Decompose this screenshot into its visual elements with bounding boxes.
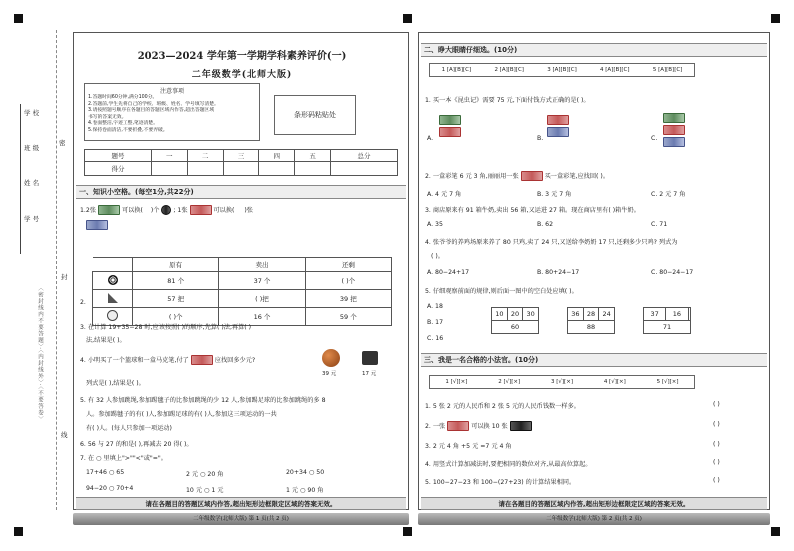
answer-box-section-3 [429, 375, 695, 389]
table-header: 还剩 [305, 258, 391, 272]
exam-subtitle: 二年级数学(北师大版) [191, 70, 293, 80]
exam-title: 2023—2024 学年第一学期学科素养评价(一) [137, 51, 347, 62]
notice-title: 注意事项 [159, 88, 184, 95]
seal-char-xian: 线 [61, 431, 68, 439]
score-cell[interactable] [187, 162, 223, 176]
table-corner [93, 258, 133, 272]
banknote-icon [98, 205, 120, 215]
registration-mark [14, 527, 23, 536]
compare-item: 94−20 ○ 70+4 [86, 485, 134, 492]
table-cell: 81 个 [133, 272, 219, 290]
table-cell: ( )把 [219, 290, 305, 308]
triangle-ruler-icon [93, 290, 133, 308]
binding-strip [6, 30, 72, 510]
question-1-3-line1: 3. 在计算 19+35−28 时,应该按照( )的顺序,先算( )法,再算( ) [80, 324, 252, 331]
compare-item: 1 元 ○ 90 角 [286, 487, 324, 494]
section-1-heading: 一、知识小空格。(每空1分,共22分) [76, 185, 406, 199]
question-2-2: 2. 一盒彩笔 6 元 3 角,丽丽用一张 买一盒彩笔,应找回( )。 [425, 173, 610, 180]
option-a: A. 4 元 7 角 [427, 191, 462, 198]
score-table [84, 149, 398, 176]
blank-cell[interactable] [688, 308, 690, 321]
question-1-5-line3: 有( )人。(每人只参加一项运动) [86, 425, 172, 432]
section-3-heading: 三、我是一名合格的小法官。(10分) [421, 353, 767, 367]
option-b: B. 3 元 7 角 [537, 191, 572, 198]
score-cell[interactable] [151, 162, 187, 176]
answer-option[interactable]: 4 [√][×] [603, 379, 626, 385]
question-1-4-answer: 列式是( ),结果是( )。 [86, 380, 145, 387]
option-b: B. 17 [427, 319, 444, 326]
notice-line: 2.答题前,学生先将自己的学校、班级、姓名、学号填写清楚。 [88, 101, 219, 107]
judge-2: 2. 一张 可以换 10 张 [425, 421, 532, 431]
notice-line: 4.卷面整洁,字迹工整,笔迹清楚。 [88, 121, 158, 126]
judge-2-answer[interactable]: ( ) [713, 421, 720, 428]
basketball-icon [322, 349, 340, 367]
answer-option[interactable]: 1 [A][B][C] [441, 67, 472, 73]
answer-option[interactable]: 3 [√][×] [551, 379, 573, 385]
compare-item: 20+34 ○ 50 [286, 469, 325, 476]
section-2-heading: 二、睁大眼睛仔细选。(10分) [421, 43, 767, 57]
registration-mark [771, 527, 780, 536]
table-header: 原有 [133, 258, 219, 272]
answer-option[interactable]: 2 [A][B][C] [494, 67, 524, 73]
barcode-label: 条形码粘贴处 [294, 111, 336, 119]
table-cell: 37 个 [219, 272, 305, 290]
barcode-area [274, 95, 356, 135]
score-header: 二 [187, 150, 223, 162]
table-cell: 39 把 [305, 290, 391, 308]
question-1-5-line2: 人。参加踢毽子的有( )人,参加踢足球的有( )人,参加这三项运动的一共 [86, 411, 277, 418]
score-header: 三 [223, 150, 259, 162]
score-header: 题号 [85, 150, 152, 162]
field-student-id: 学 号 [24, 215, 40, 223]
page-footer: 二年级数学(北师大版) 第 2 页(共 2 页) [418, 513, 770, 525]
option-a: A. 35 [427, 221, 443, 228]
basketball-price: 39 元 [322, 371, 337, 377]
judge-3: 3. 2 元 4 角 +5 元 =7 元 4 角 [425, 443, 512, 450]
binding-divider [20, 104, 21, 254]
judge-5-answer[interactable]: ( ) [713, 477, 720, 484]
compare-item: 10 元 ○ 1 元 [186, 487, 224, 494]
banknote-group-a [439, 115, 461, 137]
compare-item: 17+46 ○ 65 [86, 469, 125, 476]
judge-1: 1. 5 张 2 元的人民币和 2 张 5 元的人民币钱数一样多。 [425, 403, 580, 410]
question-1-4: 4. 小明买了一个篮球和一盒马克笔,付了 应找回多少元? [80, 357, 256, 364]
question-1-6: 6. 56 与 27 的和是( ),再减去 20 得( )。 [80, 441, 193, 448]
score-cell[interactable] [223, 162, 259, 176]
field-name: 姓 名 [24, 179, 40, 187]
score-row-label: 得分 [85, 162, 152, 176]
seal-warning: 〈密封线内不要答题〉·〈内封线外〉·〈不要答卷〉 [37, 285, 43, 423]
judge-1-answer[interactable]: ( ) [713, 401, 720, 408]
notice-line: 5.保持卷面清洁,不要折叠,不要弄破。 [88, 127, 168, 133]
option-c: C. [651, 135, 658, 142]
score-cell[interactable] [259, 162, 295, 176]
field-school: 学 校 [24, 109, 40, 117]
question-1-7: 7. 在 ○ 里填上">""<"或"="。 [80, 455, 167, 462]
question-2-4-line2: ( )。 [431, 253, 444, 260]
banknote-icon [86, 220, 108, 230]
question-2-1: 1. 买一本《昆虫记》需要 75 元,下面付钱方式正确的是( )。 [425, 97, 590, 104]
option-b: B. [537, 135, 544, 142]
judge-3-answer[interactable]: ( ) [713, 441, 720, 448]
judge-5: 5. 100−27−23 和 100−(27+23) 的计算结果相同。 [425, 479, 576, 486]
notice-line: 1.答题时间60分钟,满分100分。 [88, 95, 158, 100]
option-a: A. 80−24+17 [427, 269, 470, 276]
exam-page-2 [418, 32, 770, 510]
score-cell[interactable] [295, 162, 331, 176]
registration-mark [771, 14, 780, 23]
answer-option[interactable]: 4 [A][B][C] [600, 67, 630, 73]
seal-line [56, 30, 57, 510]
score-header: 一 [151, 150, 187, 162]
option-b: B. 62 [537, 221, 554, 228]
banknote-icon [190, 205, 212, 215]
table-cell: 16 个 [219, 308, 305, 326]
notice-line: 书写的答案无效。 [88, 114, 127, 120]
marker-box-icon [362, 351, 378, 365]
coin-icon [161, 205, 171, 215]
banknote-icon [447, 421, 469, 431]
judge-4: 4. 用竖式计算加减法时,要把相同的数位对齐,从最高位算起。 [425, 461, 592, 468]
answer-option[interactable]: 5 [√][×] [656, 379, 679, 385]
compare-item: 2 元 ○ 20 角 [186, 471, 224, 478]
score-header: 五 [295, 150, 331, 162]
soccer-ball-icon [93, 272, 133, 290]
option-b: B. 80+24−17 [537, 269, 580, 276]
marker-box-price: 17 元 [362, 371, 377, 377]
answer-option[interactable]: 3 [A][B][C] [547, 67, 577, 73]
field-class: 班 级 [24, 144, 40, 152]
banknote-group-c [663, 113, 685, 147]
registration-mark [403, 527, 412, 536]
option-a: A. [427, 135, 434, 142]
banknote-icon [510, 421, 532, 431]
table-cell: 57 把 [133, 290, 219, 308]
score-header: 四 [259, 150, 295, 162]
answer-option[interactable]: 5 [A][B][C] [652, 67, 683, 73]
question-2-4-line1: 4. 张爷爷的养鸡场原来养了 80 只鸡,卖了 24 只,又送给李奶奶 17 只,还剩多少只鸡? 列式为 [425, 239, 678, 246]
page-footer: 二年级数学(北师大版) 第 1 页(共 2 页) [73, 513, 409, 525]
score-cell[interactable] [331, 162, 398, 176]
question-1-2-table [92, 257, 392, 326]
notice-body [85, 95, 259, 134]
question-2-3: 3. 商店原来有 91 箱牛奶,卖出 56 箱,又运进 27 箱。现在商店里有( )箱牛奶。 [425, 207, 640, 214]
pattern-figure-2: 36 28 24 88 [567, 307, 615, 334]
answer-option[interactable]: 2 [√][×] [498, 379, 521, 385]
answer-option[interactable]: 1 [√][×] [445, 379, 468, 385]
banknote-icon [191, 355, 213, 365]
notice-line: 3.请按照题号顺序在各题目的答题区域内作答,超出答题区域 [88, 108, 215, 113]
option-c: C. 16 [427, 335, 444, 342]
question-1-3-line2: 法,结果是( )。 [86, 337, 126, 344]
option-c: C. 71 [651, 221, 668, 228]
table-cell: ( )个 [305, 272, 391, 290]
table-cell: ( )个 [133, 308, 219, 326]
registration-mark [403, 14, 412, 23]
banknote-icon [521, 171, 543, 181]
question-1-5-line1: 5. 有 32 人参加跳绳,参加踢毽子的比参加跳绳的少 12 人,参加踢足球的比参加跳绳的多 8 [80, 397, 326, 404]
option-c: C. 80−24−17 [651, 269, 694, 276]
answer-area-note: 请在各题目的答题区域内作答,超出矩形边框限定区域的答案无效。 [421, 497, 767, 510]
seal-char-mi: 密 [59, 139, 66, 147]
banknote-group-b [547, 115, 569, 137]
table-cell: 59 个 [305, 308, 391, 326]
table-header: 卖出 [219, 258, 305, 272]
answer-box-section-2 [429, 63, 695, 77]
registration-mark [14, 14, 23, 23]
notice-box [84, 83, 260, 141]
question-2-5: 5. 仔细观察前面的规律,则后面一图中的空白处应填( )。 [425, 288, 578, 295]
pattern-figure-1: 10 20 30 60 [491, 307, 539, 334]
pattern-figure-3: 37 16 71 [643, 307, 691, 334]
score-header: 总分 [331, 150, 398, 162]
seal-char-feng: 封 [61, 273, 68, 281]
option-c: C. 2 元 7 角 [651, 191, 686, 198]
question-1-2-num: 2. [80, 299, 86, 306]
question-1-1: 1.2张 可以换( )个 ; 1张 可以换( )张 [80, 207, 253, 214]
option-a: A. 18 [427, 303, 443, 310]
judge-4-answer[interactable]: ( ) [713, 459, 720, 466]
answer-area-note: 请在各题目的答题区域内作答,超出矩形边框限定区域的答案无效。 [76, 497, 406, 510]
exam-page-1 [73, 32, 409, 510]
